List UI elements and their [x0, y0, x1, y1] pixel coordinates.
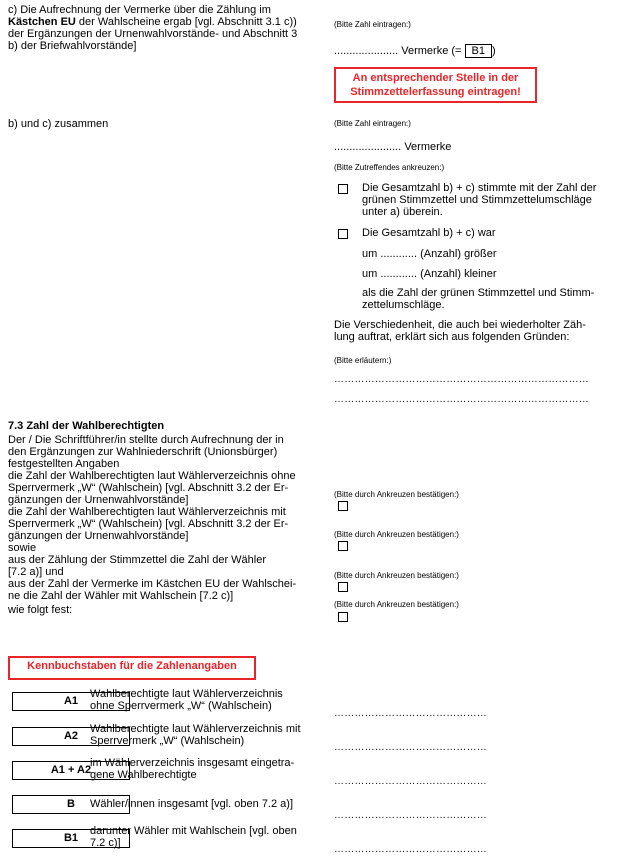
- vermerke-unit: Vermerke: [404, 141, 452, 153]
- code-a1-a2: A1 + A2: [12, 761, 130, 780]
- section-c-line2: der Wahlscheine ergab [vgl. Abschnitt 3.1 c)): [78, 16, 297, 28]
- desc-a2: Wahlberechtigte laut Wählerverzeichnis mit Sperrvermerk „W“ (Wahlschein): [90, 723, 301, 747]
- code-b: B: [12, 795, 130, 814]
- vermerke-row: [334, 141, 451, 153]
- item3-text: aus der Zählung der Stimmzettel die Zahl der Wähler [7.2 a)] und: [8, 554, 267, 578]
- code-a1: A1: [12, 692, 130, 711]
- explain-line-1[interactable]: …………………………………………………………………: [334, 374, 589, 385]
- item1-text: die Zahl der Wahlberechtigten laut Wählerverzeichnis ohne Sperrvermerk „W“ (Wahlschein) [vgl. Abschnitt 3.2 der Er- gänzungen der Urnenwahlvorstände]: [8, 470, 296, 506]
- als-text: als die Zahl der grünen Stimmzettel und Stimm- zettelumschläge.: [362, 287, 595, 311]
- vermerke-label: Vermerke (=: [401, 45, 462, 57]
- explain-line-2[interactable]: …………………………………………………………………: [334, 394, 589, 405]
- hint-zahl-1: (Bitte Zahl eintragen:): [334, 20, 411, 29]
- dots-field-1[interactable]: .....................: [334, 45, 399, 57]
- checkbox-confirm-4[interactable]: [338, 612, 348, 622]
- close-paren: ): [492, 45, 496, 57]
- confirm-hint-2: (Bitte durch Ankreuzen bestätigen:): [334, 530, 459, 539]
- checkbox-abweichung[interactable]: [338, 229, 348, 239]
- red-notice-line2: Stimmzettelerfassung eintragen!: [350, 86, 521, 98]
- confirm-hint-1: (Bitte durch Ankreuzen bestätigen:): [334, 490, 459, 499]
- hint-zahl-2: (Bitte Zahl eintragen:): [334, 119, 411, 128]
- confirm-hint-4: (Bitte durch Ankreuzen bestätigen:): [334, 600, 459, 609]
- code-b1: B1: [12, 829, 130, 848]
- desc-b: Wähler/innen insgesamt [vgl. oben 7.2 a)]: [90, 798, 294, 810]
- wie-folgt-text: wie folgt fest:: [8, 604, 73, 616]
- bc-label: b) und c) zusammen: [8, 118, 109, 130]
- um-groesser[interactable]: um ............ (Anzahl) größer: [362, 248, 497, 260]
- value-a1-a2[interactable]: ………………………………………: [334, 776, 487, 787]
- item4-text: aus der Zahl der Vermerke im Kästchen EU der Wahlschei- ne die Zahl der Wähler mit Wahlschein [7.2 c)]: [8, 578, 297, 602]
- opt2-text: Die Gesamtzahl b) + c) war: [362, 227, 496, 239]
- value-b[interactable]: ………………………………………: [334, 810, 487, 821]
- diff-text: Die Verschiedenheit, die auch bei wiederholter Zäh- lung auftrat, erklärt sich aus folgenden Gründen:: [334, 319, 586, 343]
- hint-erlaeutern: (Bitte erläutern:): [334, 356, 392, 365]
- value-a2[interactable]: ………………………………………: [334, 742, 487, 753]
- opt1-text: Die Gesamtzahl b) + c) stimmte mit der Zahl der grünen Stimmzettel und Stimmzettelumschläge unter a) überein.: [362, 182, 597, 218]
- item2-text: die Zahl der Wahlberechtigten laut Wählerverzeichnis mit Sperrvermerk „W“ (Wahlschein) [vgl. Abschnitt 3.2 der Er- gänzungen der Urnenwahlvorstände]: [8, 506, 289, 542]
- value-a1[interactable]: ………………………………………: [334, 708, 487, 719]
- section-c-line4: b) der Briefwahlvorstände]: [8, 40, 137, 52]
- value-b1[interactable]: ………………………………………: [334, 844, 487, 855]
- section-c-line3: der Ergänzungen der Urnenwahlvorstände- und Abschnitt 3: [8, 28, 298, 40]
- confirm-hint-3: (Bitte durch Ankreuzen bestätigen:): [334, 571, 459, 580]
- red-notice: [334, 67, 537, 103]
- section-7-3-title: 7.3 Zahl der Wahlberechtigten: [8, 420, 165, 432]
- sowie-text: sowie: [8, 542, 37, 554]
- checkbox-uebereinstimmung[interactable]: [338, 184, 348, 194]
- checkbox-confirm-1[interactable]: [338, 501, 348, 511]
- desc-a1-a2: im Wählerverzeichnis insgesamt eingetra- gene Wahlberechtigte: [90, 757, 295, 781]
- section-c-line1: c) Die Aufrechnung der Vermerke über die Zählung im: [8, 4, 271, 16]
- checkbox-confirm-2[interactable]: [338, 541, 348, 551]
- kennbuchstaben-label: Kennbuchstaben für die Zahlenangaben: [8, 656, 256, 680]
- checkbox-confirm-3[interactable]: [338, 582, 348, 592]
- desc-a1: Wahlberechtigte laut Wählerverzeichnis ohne Sperrvermerk „W“ (Wahlschein): [90, 688, 283, 712]
- code-b1-inline: B1: [465, 44, 492, 58]
- section-c-text: [8, 4, 321, 52]
- vermerke-b1-row: [334, 44, 496, 58]
- section-c-bold: Kästchen EU: [8, 16, 76, 28]
- um-kleiner[interactable]: um ............ (Anzahl) kleiner: [362, 268, 497, 280]
- hint-ankreuzen: (Bitte Zutreffendes ankreuzen:): [334, 163, 445, 172]
- code-a2: A2: [12, 727, 130, 746]
- desc-b1: darunter Wähler mit Wahlschein [vgl. oben 7.2 c)]: [90, 825, 297, 849]
- section-7-3-intro: Der / Die Schriftführer/in stellte durch Aufrechnung der in den Ergänzungen zur Wahlniederschrift (Unionsbürger) festgestellten Angaben: [8, 434, 284, 470]
- dots-field-2[interactable]: ......................: [334, 141, 402, 153]
- red-notice-line1: An entsprechender Stelle in der: [352, 72, 519, 84]
